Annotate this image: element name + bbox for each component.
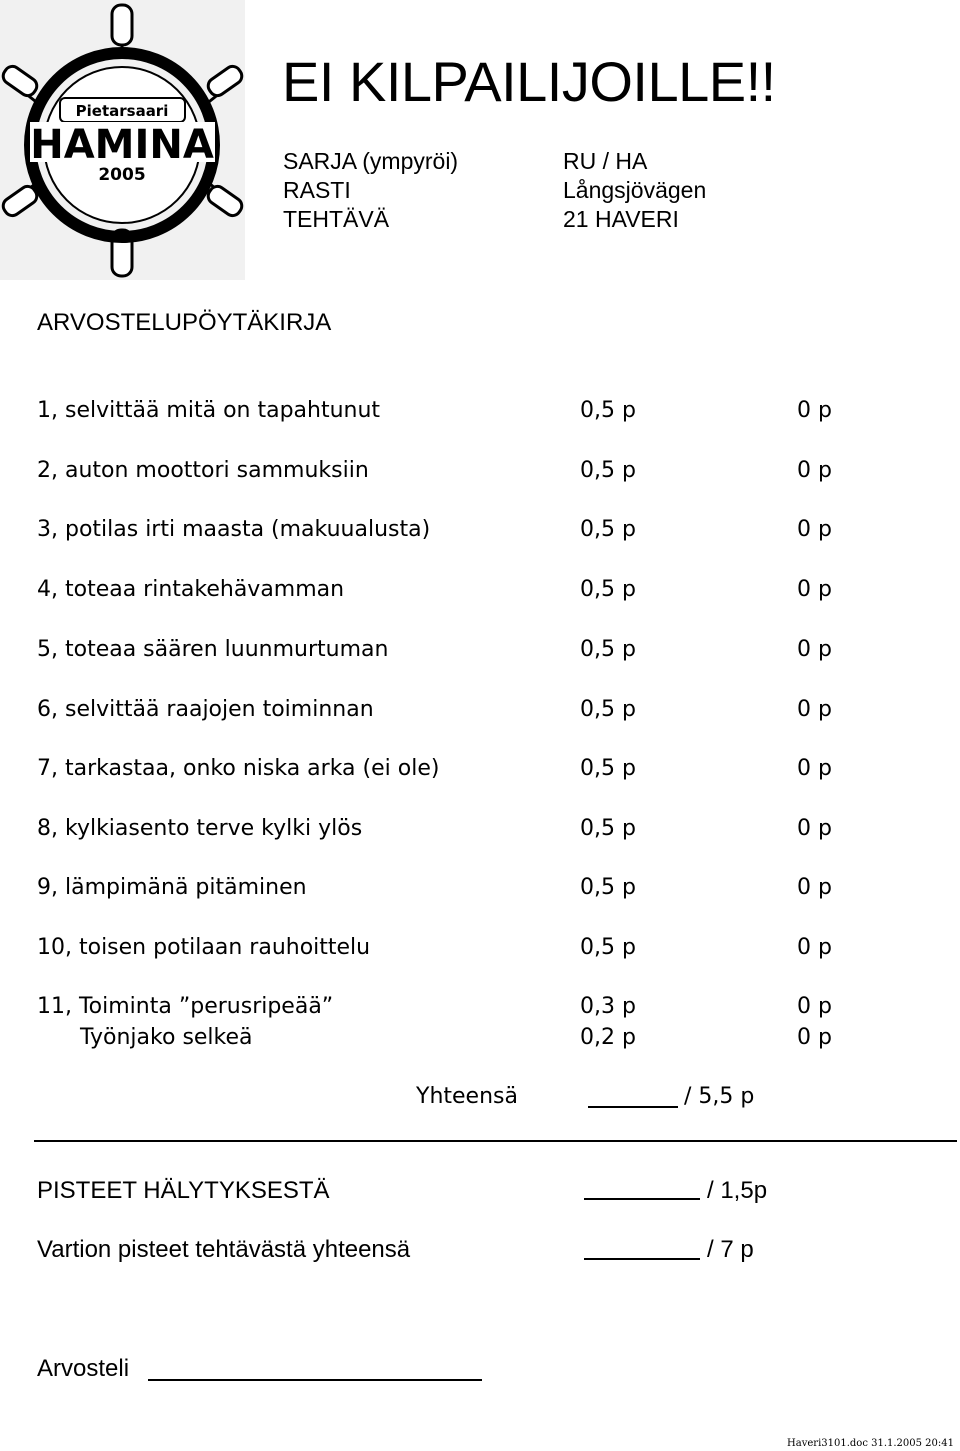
- item-points: 0,5 p: [580, 398, 636, 423]
- item-label: 7, tarkastaa, onko niska arka (ei ole): [37, 756, 440, 781]
- evaluator-label: Arvosteli: [37, 1355, 130, 1382]
- header-value-sarja: RU / HA: [563, 148, 648, 174]
- item-points: 0,5 p: [580, 637, 636, 662]
- item-label: 1, selvittää mitä on tapahtunut: [37, 398, 381, 423]
- item-zero: 0 p: [797, 458, 832, 483]
- section-title: ARVOSTELUPÖYTÄKIRJA: [37, 309, 332, 336]
- ships-wheel-icon: [0, 0, 245, 280]
- total-label: Yhteensä: [416, 1084, 518, 1109]
- total-max: / 5,5 p: [684, 1084, 755, 1109]
- team-total-max: / 7 p: [707, 1236, 754, 1263]
- item-zero: 0 p: [797, 398, 832, 423]
- header-label-rasti: RASTI: [283, 177, 351, 203]
- alarm-label: PISTEET HÄLYTYKSESTÄ: [37, 1177, 330, 1204]
- item-points: 0,5 p: [580, 875, 636, 900]
- item-points: 0,5 p: [580, 458, 636, 483]
- alarm-max: / 1,5p: [707, 1177, 768, 1204]
- item-label: 8, kylkiasento terve kylki ylös: [37, 816, 363, 841]
- alarm-blank-field[interactable]: [584, 1180, 700, 1200]
- item-zero: 0 p: [797, 875, 832, 900]
- item-points: 0,5 p: [580, 756, 636, 781]
- svg-text:Pietarsaari: Pietarsaari: [75, 102, 169, 120]
- header-value-rasti: Långsjövägen: [563, 177, 707, 203]
- item-points: 0,3 p: [580, 994, 636, 1019]
- item-label: 11, Toiminta ”perusripeää”: [37, 994, 334, 1019]
- team-total-label: Vartion pisteet tehtävästä yhteensä: [37, 1236, 411, 1263]
- item-zero: 0 p: [797, 994, 832, 1019]
- item-points: 0,2 p: [580, 1025, 636, 1050]
- team-total-blank-field[interactable]: [584, 1240, 700, 1260]
- item-points: 0,5 p: [580, 517, 636, 542]
- item-label: Työnjako selkeä: [80, 1025, 253, 1050]
- item-zero: 0 p: [797, 935, 832, 960]
- item-zero: 0 p: [797, 577, 832, 602]
- item-zero: 0 p: [797, 1025, 832, 1050]
- item-zero: 0 p: [797, 637, 832, 662]
- file-footer: Haveri3101.doc 31.1.2005 20:41: [787, 1438, 954, 1449]
- item-label: 4, toteaa rintakehävamman: [37, 577, 345, 602]
- hamina-2005-logo: [0, 0, 245, 280]
- item-label: 2, auton moottori sammuksiin: [37, 458, 369, 483]
- item-zero: 0 p: [797, 517, 832, 542]
- item-label: 9, lämpimänä pitäminen: [37, 875, 307, 900]
- page-title: EI KILPAILIJOILLE!!: [282, 50, 776, 113]
- header-label-tehtava: TEHTÄVÄ: [283, 206, 390, 232]
- item-zero: 0 p: [797, 697, 832, 722]
- item-points: 0,5 p: [580, 816, 636, 841]
- item-points: 0,5 p: [580, 577, 636, 602]
- svg-text:HAMINA: HAMINA: [30, 122, 214, 168]
- total-blank-field[interactable]: [588, 1088, 678, 1108]
- item-label: 5, toteaa säären luunmurtuman: [37, 637, 389, 662]
- header-value-tehtava: 21 HAVERI: [563, 206, 679, 232]
- svg-text:2005: 2005: [98, 165, 146, 185]
- item-points: 0,5 p: [580, 697, 636, 722]
- item-label: 10, toisen potilaan rauhoittelu: [37, 935, 371, 960]
- header-label-sarja: SARJA (ympyröi): [283, 148, 459, 174]
- evaluator-signature-field[interactable]: [148, 1359, 482, 1381]
- item-zero: 0 p: [797, 756, 832, 781]
- divider: [34, 1140, 957, 1142]
- item-label: 6, selvittää raajojen toiminnan: [37, 697, 374, 722]
- item-zero: 0 p: [797, 816, 832, 841]
- item-points: 0,5 p: [580, 935, 636, 960]
- item-label: 3, potilas irti maasta (makuualusta): [37, 517, 431, 542]
